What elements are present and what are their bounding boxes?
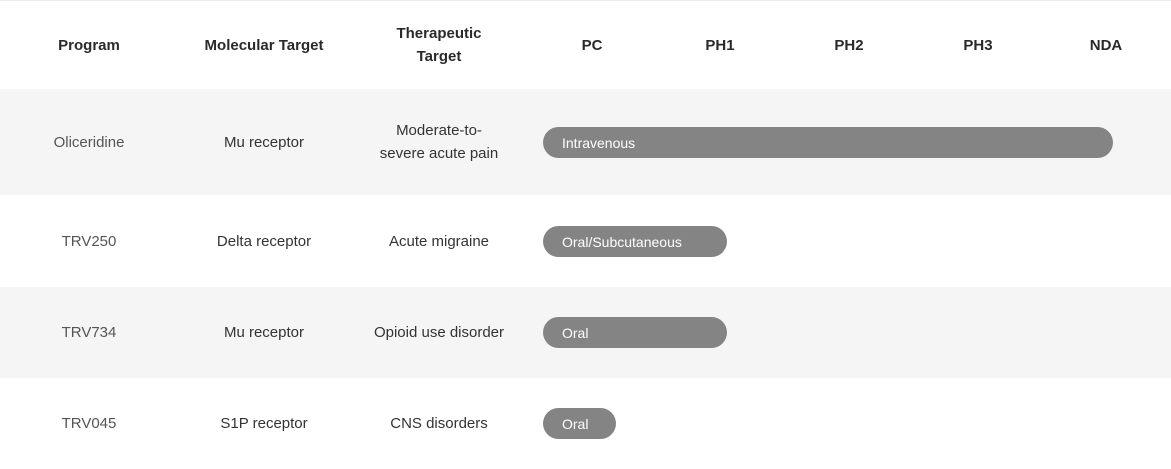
therapeutic-target: Opioid use disorder [373, 324, 505, 341]
phase-progress-bar [543, 408, 616, 439]
route-label: Oral/Subcutaneous [562, 233, 682, 250]
header-program: Program [58, 36, 120, 54]
table-row [0, 195, 1171, 287]
program-name: Oliceridine [53, 133, 125, 151]
header-phase-pc: PC [581, 36, 603, 54]
table-row [0, 287, 1171, 378]
route-label: Intravenous [562, 134, 636, 151]
program-name: TRV734 [61, 324, 117, 341]
molecular-target: Mu receptor [223, 133, 305, 151]
molecular-target: Mu receptor [223, 324, 305, 341]
header-phase-nda: NDA [1089, 36, 1123, 54]
table-header [0, 1, 1171, 89]
route-label: Oral [562, 415, 589, 432]
phase-progress-bar [543, 226, 727, 257]
table-row [0, 378, 1171, 469]
route-label: Oral [562, 324, 589, 341]
molecular-target: Delta receptor [216, 232, 312, 250]
header-therapeutic-target-line2: Target [416, 48, 462, 65]
table-row [0, 89, 1171, 195]
phase-progress-bar [543, 127, 1113, 158]
phase-progress-bar [543, 317, 727, 348]
therapeutic-target: CNS disorders [390, 415, 488, 432]
therapeutic-target-line1: Moderate-to- [396, 122, 482, 139]
header-phase-ph3: PH3 [963, 36, 993, 54]
therapeutic-target: Acute migraine [388, 232, 490, 250]
header-therapeutic-target [364, 1, 514, 89]
molecular-target: S1P receptor [220, 415, 308, 432]
header-phase-ph2: PH2 [834, 36, 864, 54]
program-name: TRV250 [61, 232, 117, 250]
header-therapeutic-target-line1: Therapeutic [396, 25, 482, 42]
header-molecular-target: Molecular Target [204, 36, 324, 54]
header-phase-ph1: PH1 [705, 36, 735, 54]
therapeutic-target-line2: severe acute pain [379, 145, 499, 162]
program-name: TRV045 [61, 415, 117, 432]
therapeutic-target [364, 89, 514, 195]
